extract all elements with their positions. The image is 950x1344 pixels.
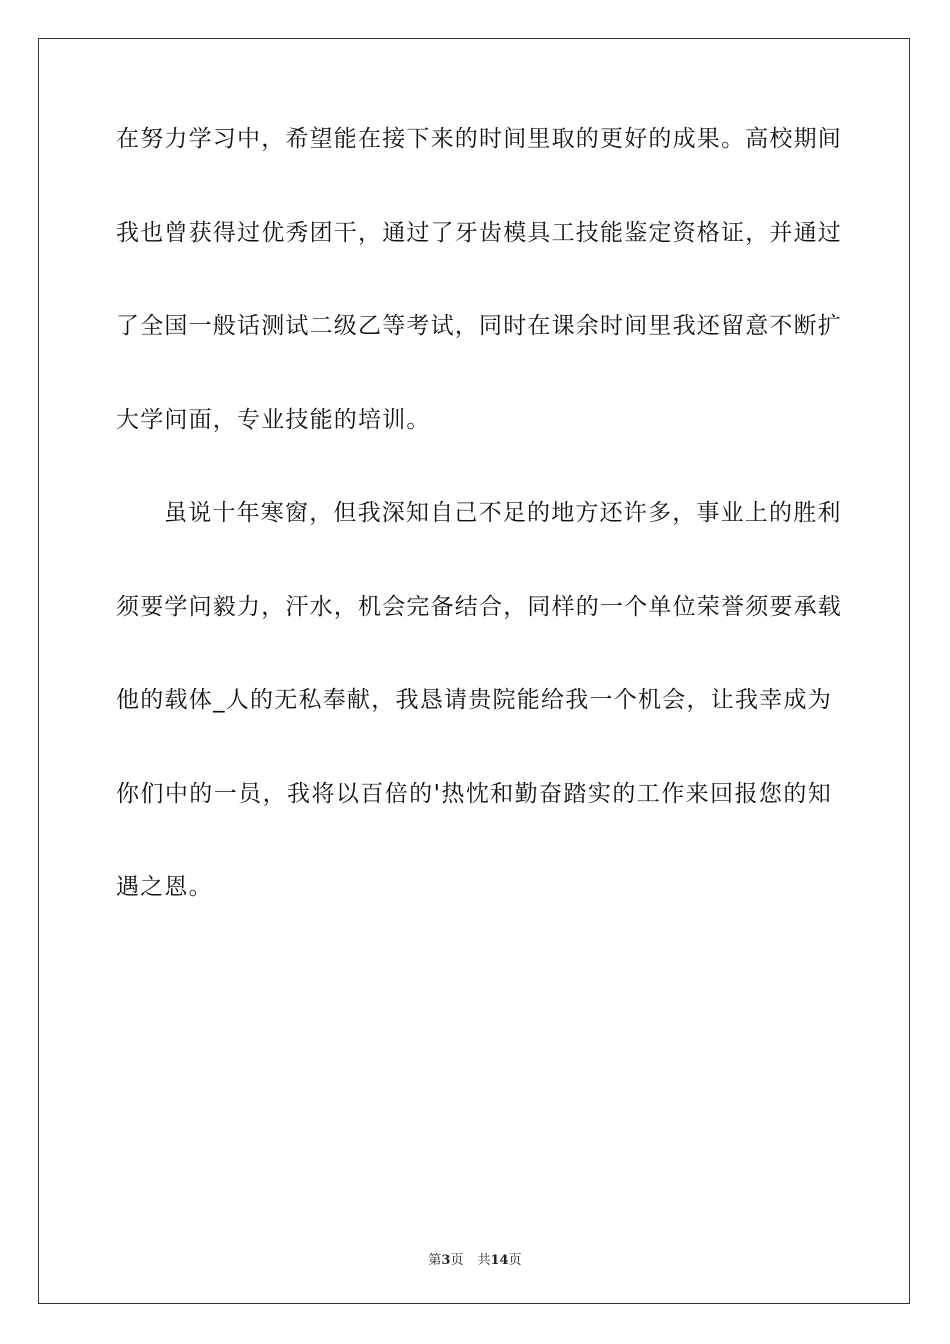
paragraph-line: 他的载体_人的无私奉献，我恳请贵院能给我一个机会，让我幸成为 — [116, 687, 832, 713]
page-number: 3 — [441, 1253, 451, 1268]
page-footer — [0, 1249, 950, 1268]
paragraph-line: 虽说十年寒窗，但我深知自己不足的地方还许多，事业上的胜利 — [164, 500, 842, 526]
total-suffix: 页 — [508, 1253, 522, 1268]
page-prefix: 第 — [428, 1253, 442, 1268]
total-pages: 14 — [490, 1253, 509, 1268]
paragraph-line: 我也曾获得过优秀团干，通过了牙齿模具工技能鉴定资格证，并通过 — [116, 219, 842, 246]
paragraph-line: 了全国一般话测试二级乙等考试，同时在课余时间里我还留意不断扩 — [116, 313, 842, 339]
paragraph-line: 遇之恩。 — [116, 874, 213, 900]
paragraph-line: 你们中的一员，我将以百倍的'热忱和勤奋踏实的工作来回报您的知 — [116, 780, 832, 807]
paragraph-line: 大学问面，专业技能的培训。 — [116, 406, 431, 433]
page-suffix: 页 — [450, 1253, 464, 1268]
total-prefix: 共 — [477, 1253, 491, 1268]
paragraph-line: 须要学问毅力，汗水，机会完备结合，同样的一个单位荣誉须要承载 — [116, 593, 842, 620]
paragraph-line: 在努力学习中，希望能在接下来的时间里取的更好的成果。高校期间 — [116, 126, 842, 152]
document-body — [116, 124, 842, 966]
